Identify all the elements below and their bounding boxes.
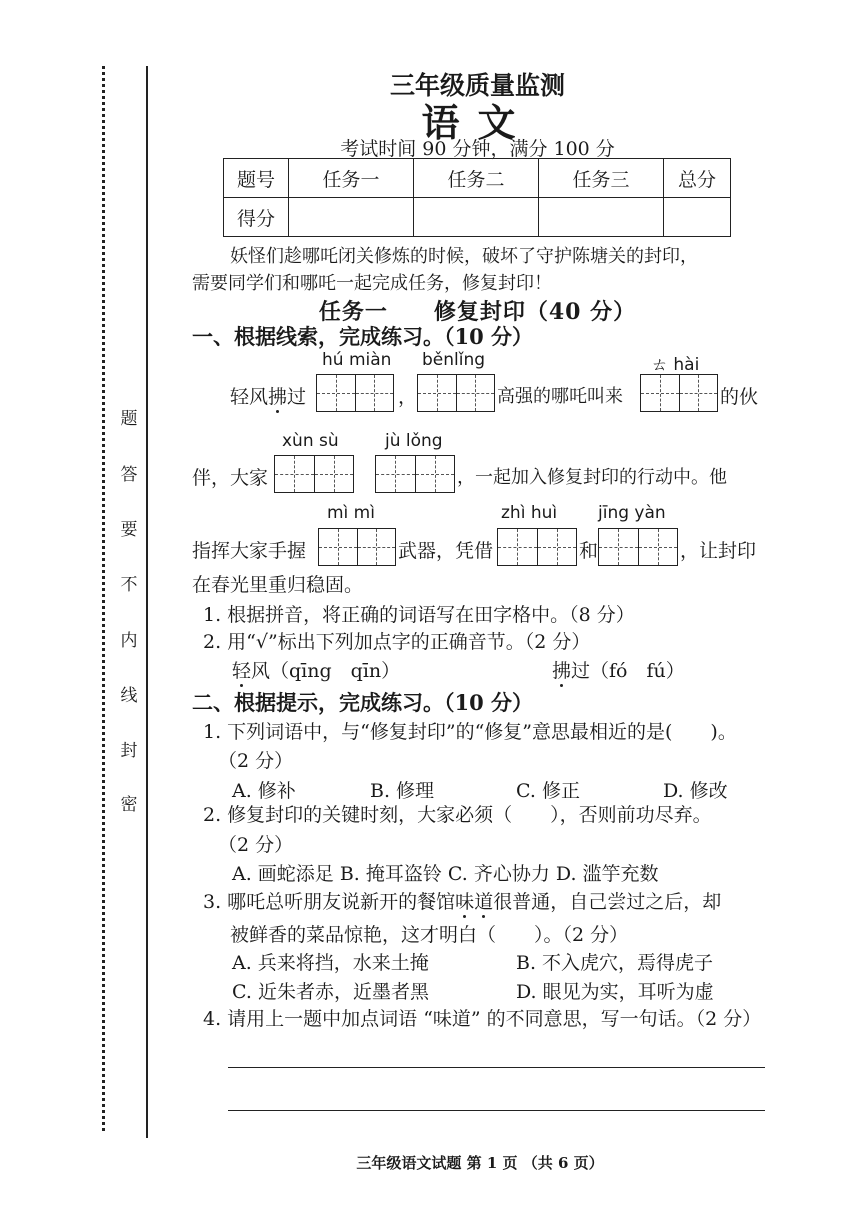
- pinyin-label: mì mì: [327, 503, 375, 523]
- table-row-label: 得分: [224, 198, 289, 237]
- exam-info: 考试时间 90 分钟，满分 100 分: [340, 138, 615, 160]
- table-header-cell: 任务一: [289, 159, 414, 198]
- answer-line[interactable]: [228, 1110, 765, 1111]
- passage-text: 轻风拂过: [230, 386, 307, 408]
- seal-solid-line: [146, 66, 148, 1138]
- seal-char: 线: [120, 686, 138, 706]
- seal-dotted-line: [102, 66, 105, 1131]
- question-option[interactable]: A. 画蛇添足 B. 掩耳盗铃 C. 齐心协力 D. 滥竽充数: [232, 863, 659, 885]
- passage-text: 武器，凭借: [398, 540, 494, 562]
- subject-title: 语文: [421, 100, 534, 145]
- question-option[interactable]: B. 修理: [370, 780, 435, 802]
- intro-line: 妖怪们趁哪吒闭关修炼的时候，破坏了守护陈塘关的封印，: [230, 246, 698, 267]
- tianzige-box[interactable]: [318, 528, 396, 566]
- section1-heading: 一、根据线索，完成练习。（10 分）: [192, 324, 534, 349]
- answer-line[interactable]: [228, 1067, 765, 1068]
- passage-text: ，: [398, 386, 418, 408]
- task1-title: 任务一 修复封印（40 分）: [318, 299, 637, 325]
- intro-line: 需要同学们和哪吒一起完成任务，修复封印！: [192, 273, 552, 294]
- table-header-cell: 总分: [664, 159, 731, 198]
- score-cell[interactable]: [539, 198, 664, 237]
- question-option[interactable]: D. 眼见为实，耳听为虚: [516, 981, 714, 1003]
- tianzige-box[interactable]: [497, 528, 577, 566]
- table-header-cell: 任务二: [414, 159, 539, 198]
- question-text: 4. 请用上一题中加点词语 “味道” 的不同意思，写一句话。（2 分）: [203, 1008, 762, 1030]
- seal-char: 密: [120, 795, 138, 815]
- seal-char: 封: [120, 741, 138, 761]
- question-option[interactable]: D. 修改: [663, 780, 728, 802]
- score-cell[interactable]: [289, 198, 414, 237]
- tianzige-box[interactable]: [375, 455, 455, 493]
- seal-char: 不: [120, 575, 138, 595]
- seal-char: 题: [120, 409, 138, 429]
- pinyin-label: xùn sù: [282, 431, 339, 451]
- exam-title: 三年级质量监测: [389, 71, 565, 100]
- seal-char: 答: [120, 465, 138, 485]
- question-text: 2. 用“√”标出下列加点字的正确音节。（2 分）: [203, 631, 591, 653]
- passage-text: 的伙: [720, 386, 759, 408]
- tianzige-box[interactable]: [640, 374, 718, 412]
- pinyin-label: zhì huì: [501, 503, 558, 523]
- table-header-cell: 任务三: [539, 159, 664, 198]
- passage-text: ，一起加入修复封印的行动中。他: [457, 467, 727, 488]
- passage-text: 高强的哪吒叫来: [497, 386, 623, 407]
- tianzige-box[interactable]: [417, 374, 495, 412]
- question-score: （2 分）: [218, 750, 294, 772]
- question-text: 1. 下列词语中，与“修复封印”的“修复”意思最相近的是( )。: [203, 721, 737, 743]
- page-footer: 三年级语文试题 第 1 页 （共 6 页）: [356, 1154, 604, 1172]
- passage-text: 和: [579, 540, 599, 562]
- tianzige-box[interactable]: [274, 455, 354, 493]
- table-header-cell: 题号: [224, 159, 289, 198]
- passage-text: ，让封印: [680, 540, 757, 562]
- question-text: 1. 根据拼音，将正确的词语写在田字格中。（8 分）: [203, 604, 635, 626]
- pinyin-label: jù lǒng: [385, 431, 443, 451]
- question-option[interactable]: C. 近朱者赤，近墨者黑: [232, 981, 429, 1003]
- question-text: 被鲜香的菜品惊艳，这才明白（ ）。（2 分）: [230, 924, 629, 946]
- question-score: （2 分）: [218, 834, 294, 856]
- pinyin-label: běnlǐng: [422, 350, 486, 370]
- question-option[interactable]: 轻风（qīng qīn）: [232, 660, 401, 682]
- seal-char: 要: [120, 520, 138, 540]
- question-text: 2. 修复封印的关键时刻，大家必须（ ），否则前功尽弃。: [203, 804, 712, 826]
- section2-heading: 二、根据提示，完成练习。（10 分）: [192, 690, 534, 715]
- passage-text: 指挥大家手握: [192, 540, 307, 562]
- score-table: [223, 158, 731, 237]
- question-text: 3. 哪吒总听朋友说新开的餐馆味道很普通，自己尝过之后，却: [203, 891, 722, 913]
- tianzige-box[interactable]: [598, 528, 678, 566]
- pinyin-label: ㄊ hài: [651, 355, 700, 375]
- question-option[interactable]: C. 修正: [516, 780, 580, 802]
- pinyin-label: jīng yàn: [598, 503, 666, 523]
- question-option[interactable]: 拂过（fó fú）: [552, 660, 685, 682]
- question-option[interactable]: A. 兵来将挡，水来土掩: [232, 952, 429, 974]
- score-cell[interactable]: [664, 198, 731, 237]
- passage-text: 伴，大家: [192, 467, 269, 489]
- seal-char: 内: [120, 631, 138, 651]
- tianzige-box[interactable]: [316, 374, 394, 412]
- question-option[interactable]: B. 不入虎穴，焉得虎子: [516, 952, 714, 974]
- pinyin-label: hú miàn: [322, 350, 392, 370]
- question-option[interactable]: A. 修补: [232, 780, 296, 802]
- score-cell[interactable]: [414, 198, 539, 237]
- passage-text: 在春光里重归稳固。: [192, 574, 364, 596]
